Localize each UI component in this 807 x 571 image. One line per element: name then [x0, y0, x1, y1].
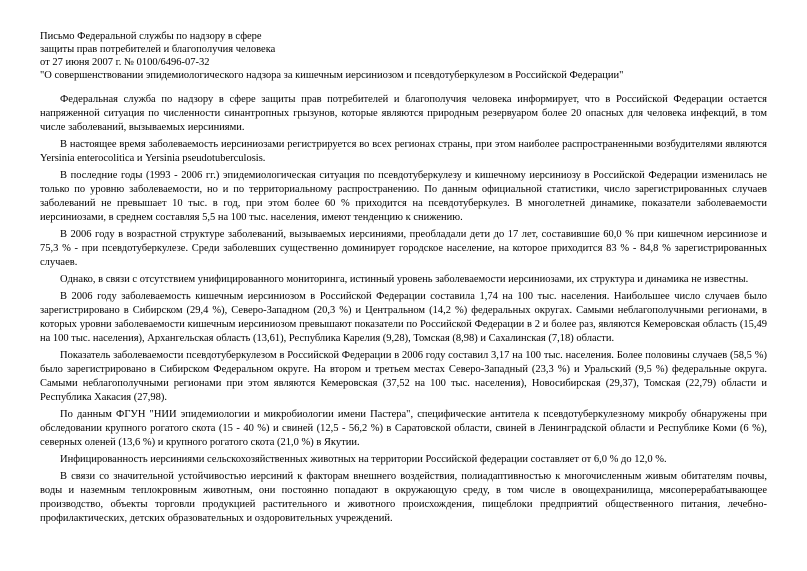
paragraph: В связи со значительной устойчивостью иерсиний к факторам внешнего воздействия, полиадаптивностью к многочисленным живым обитателям почвы, воды и наземным теплокровным животным, они постоянно попадают в окружающую среду, в том числе в овощехранилища, мясоперерабатывающее производство, объекты торговли продукцией растительного и животного происхождения, пищеблоки предприятий общественного питания, лечебно-профилактических, детских образовательных и оздоровительных учреждений. [40, 471, 767, 524]
document-header [40, 30, 767, 82]
paragraph: В 2006 году заболеваемость кишечным иерсиниозом в Российской Федерации составила 1,74 на 100 тыс. населения. Наибольшее число случаев было зарегистрировано в Сибирском (29,4 %), Северо-Западном (20,3 %) и Центральном (14,2 %) федеральных округах. Самыми неблагополучными регионами, в которых уровни заболеваемости кишечным иерсиниозом превышают показатели по Российской Федерации в 2 и более раз, являются Кемеровская область (15,49 на 100 тыс. населения), Архангельская область (13,61), Республика Карелия (9,28), Томская (8,98) и Сахалинская (7,18) области. [40, 291, 767, 344]
header-line: от 27 июня 2007 г. № 0100/6496-07-32 [40, 57, 210, 68]
document-title: "О совершенствовании эпидемиологического надзора за кишечным иерсиниозом и псевдотуберкулезом в Российской Федерации" [40, 70, 624, 81]
paragraph: Федеральная служба по надзору в сфере защиты прав потребителей и благополучия человека информирует, что в Российской Федерации остается напряженной ситуация по численности синантропных грызунов, которые являются природным резервуаром более 20 опасных для человека инфекций, в том числе заболеваний, вызываемых иерсиниями. [40, 94, 767, 133]
paragraph: Инфицированность иерсиниями сельскохозяйственных животных на территории Российской федерации составляет от 6,0 % до 12,0 %. [60, 454, 667, 465]
document-body [40, 93, 767, 526]
paragraph: В 2006 году в возрастной структуре заболеваний, вызываемых иерсиниями, преобладали дети до 17 лет, составившие 60,0 % при кишечном иерсиниозе и 75,3 % - при псевдотуберкулезе. Среди заболевших существенно доминирует городское население, на которое приходится 83 % - 84,8 % зарегистрированных случаев. [40, 229, 767, 268]
paragraph: В настоящее время заболеваемость иерсиниозами регистрируется во всех регионах страны, при этом наиболее распространенными возбудителями являются Yersinia enterocolitica и Yersinia pseudotuberculosis. [40, 139, 767, 164]
paragraph: По данным ФГУН "НИИ эпидемиологии и микробиологии имени Пастера", специфические антитела к псевдотуберкулезному микробу обнаружены при обследовании крупного рогатого скота (15 - 40 %) и свиней (12,5 - 56,2 %) в Саратовской области, свиней в Ленинградской области и Республике Коми (6 %), северных оленей (13,6 %) и крупного рогатого скота (21,0 %) в Якутии. [40, 409, 767, 448]
header-line: защиты прав потребителей и благополучия человека [40, 44, 276, 55]
paragraph: Показатель заболеваемости псевдотуберкулезом в Российской Федерации в 2006 году составил 3,17 на 100 тыс. населения. Более половины случаев (58,5 %) было зарегистрировано в Сибирском Федеральном округе. На втором и третьем местах Северо-Западный (23,3 %) и Уральский (9,5 %) федеральные округа. Самыми неблагополучными регионами при этом являются Кемеровская (37,52 на 100 тыс. населения), Новосибирская (29,37), Томская (22,79) области и Республика Хакасия (27,98). [40, 350, 767, 403]
header-line: Письмо Федеральной службы по надзору в сфере [40, 31, 262, 42]
paragraph: Однако, в связи с отсутствием унифицированного мониторинга, истинный уровень заболеваемости иерсиниозами, их структура и динамика не известны. [60, 274, 749, 285]
paragraph: В последние годы (1993 - 2006 гг.) эпидемиологическая ситуация по псевдотуберкулезу и кишечному иерсиниозу в Российской Федерации изменилась не только по уровню заболеваемости, но и по территориальному распространению. По данным официальной статистики, число зарегистрированных случаев заболеваний не превышает 10 тыс. в год, при этом более 60 % приходится на псевдотуберкулез. В многолетней динамике, показатели заболеваемости иерсиниозами, в среднем составляя 5,5 на 100 тыс. населения, имеют тенденцию к снижению. [40, 170, 767, 223]
